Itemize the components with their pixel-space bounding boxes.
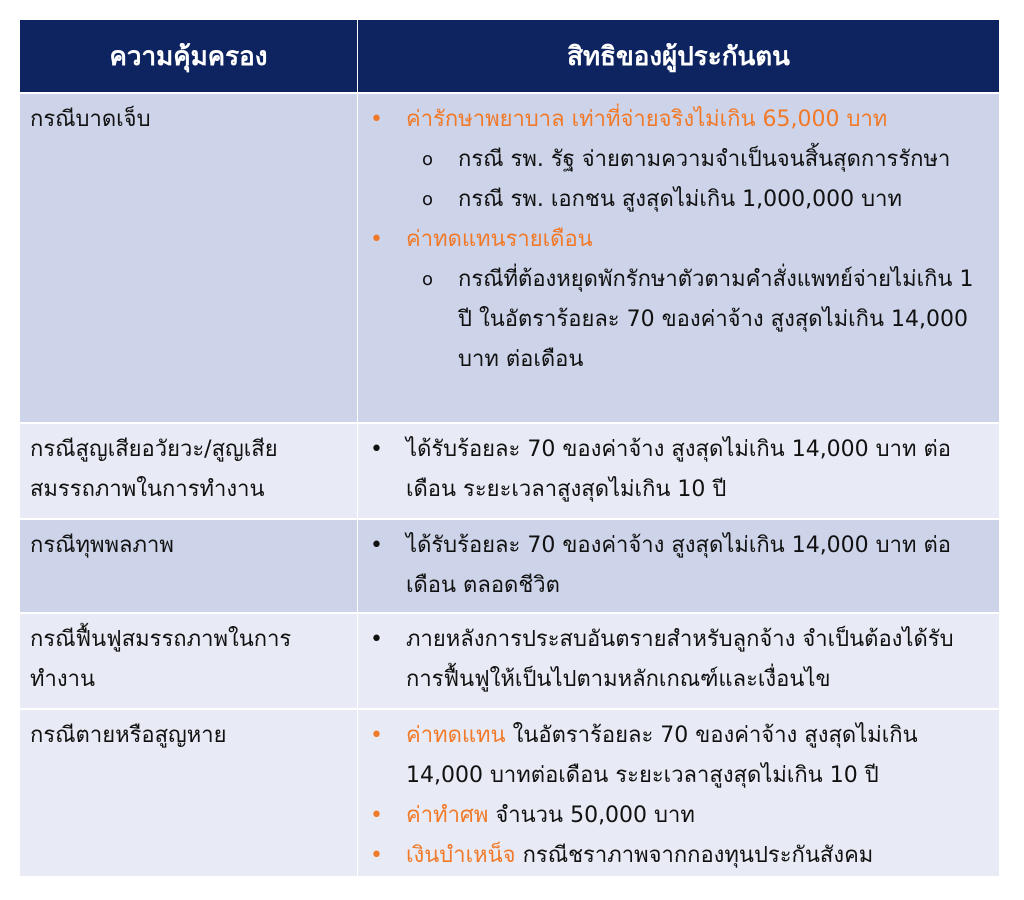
bullet-text: ได้รับร้อยละ 70 ของค่าจ้าง สูงสุดไม่เกิน 14,000 บาท ต่อเดือน ตลอดชีวิต <box>406 533 951 598</box>
bullet-item <box>370 836 989 876</box>
bullet-text: ภายหลังการประสบอันตรายสำหรับลูกจ้าง จำเป็นต้องได้รับการฟื้นฟูให้เป็นไปตามหลักเกณฑ์และเงื่อนไข <box>406 627 954 692</box>
bullet-rest: กรณีชราภาพจากกองทุนประกันสังคม <box>515 843 874 868</box>
bullet-text: ค่าทดแทนรายเดือน <box>406 227 593 252</box>
row-label: กรณีบาดเจ็บ <box>20 94 358 422</box>
sub-bullet-item <box>370 180 989 220</box>
table-header <box>20 20 999 92</box>
sub-bullet-item <box>370 140 989 180</box>
bullet-item <box>370 100 989 140</box>
row-rights <box>358 710 999 876</box>
circle-bullet-icon: o <box>422 189 434 210</box>
row-rights <box>358 94 999 422</box>
bullet-rest: ในอัตราร้อยละ 70 ของค่าจ้าง สูงสุดไม่เกิน 14,000 บาทต่อเดือน ระยะเวลาสูงสุดไม่เกิน 10 ปี <box>406 723 918 788</box>
benefits-table <box>20 20 999 876</box>
bullet-item <box>370 620 989 700</box>
row-label: กรณีสูญเสียอวัยวะ/สูญเสียสมรรถภาพในการทำงาน <box>20 424 358 518</box>
row-rights <box>358 614 999 708</box>
bullet-icon: • <box>370 803 383 828</box>
row-rights <box>358 424 999 518</box>
circle-bullet-icon: o <box>422 149 434 170</box>
row-label: กรณีทุพพลภาพ <box>20 520 358 612</box>
bullet-icon: • <box>370 627 383 652</box>
sub-bullet-item <box>370 260 989 380</box>
header-coverage: ความคุ้มครอง <box>20 20 358 92</box>
table-row <box>20 422 999 518</box>
header-rights: สิทธิของผู้ประกันตน <box>567 41 790 72</box>
bullet-icon: • <box>370 843 383 868</box>
table-row <box>20 708 999 876</box>
bullet-emphasis: ค่าทำศพ <box>406 803 489 828</box>
bullet-item <box>370 220 989 260</box>
bullet-item <box>370 430 989 510</box>
bullet-item <box>370 796 989 836</box>
bullet-icon: • <box>370 533 383 558</box>
bullet-item <box>370 716 989 796</box>
sub-bullet-text: กรณี รพ. รัฐ จ่ายตามความจำเป็นจนสิ้นสุดการรักษา <box>458 147 951 172</box>
row-label: กรณีตายหรือสูญหาย <box>20 710 358 876</box>
bullet-icon: • <box>370 437 383 462</box>
bullet-text: ได้รับร้อยละ 70 ของค่าจ้าง สูงสุดไม่เกิน 14,000 บาท ต่อเดือน ระยะเวลาสูงสุดไม่เกิน 10 ปี <box>406 437 951 502</box>
bullet-text <box>406 836 989 876</box>
bullet-emphasis: ค่าทดแทน <box>406 723 506 748</box>
bullet-item <box>370 526 989 606</box>
bullet-text <box>406 716 989 796</box>
table-row <box>20 518 999 612</box>
bullet-emphasis: เงินบำเหน็จ <box>406 843 516 868</box>
circle-bullet-icon: o <box>422 269 434 290</box>
bullet-icon: • <box>370 107 383 132</box>
bullet-text: ค่ารักษาพยาบาล เท่าที่จ่ายจริงไม่เกิน 65,000 บาท <box>406 107 888 132</box>
bullet-icon: • <box>370 227 383 252</box>
table-row <box>20 612 999 708</box>
row-rights <box>358 520 999 612</box>
bullet-icon: • <box>370 723 383 748</box>
row-label: กรณีฟื้นฟูสมรรถภาพในการทำงาน <box>20 614 358 708</box>
sub-bullet-text: กรณี รพ. เอกชน สูงสุดไม่เกิน 1,000,000 บาท <box>458 187 902 212</box>
sub-bullet-text: กรณีที่ต้องหยุดพักรักษาตัวตามคำสั่งแพทย์จ่ายไม่เกิน 1 ปี ในอัตราร้อยละ 70 ของค่าจ้าง สูงสุดไม่เกิน 14,000 บาท ต่อเดือน <box>458 267 974 372</box>
bullet-rest: จำนวน 50,000 บาท <box>488 803 695 828</box>
bullet-text <box>406 796 989 836</box>
table-row <box>20 92 999 422</box>
